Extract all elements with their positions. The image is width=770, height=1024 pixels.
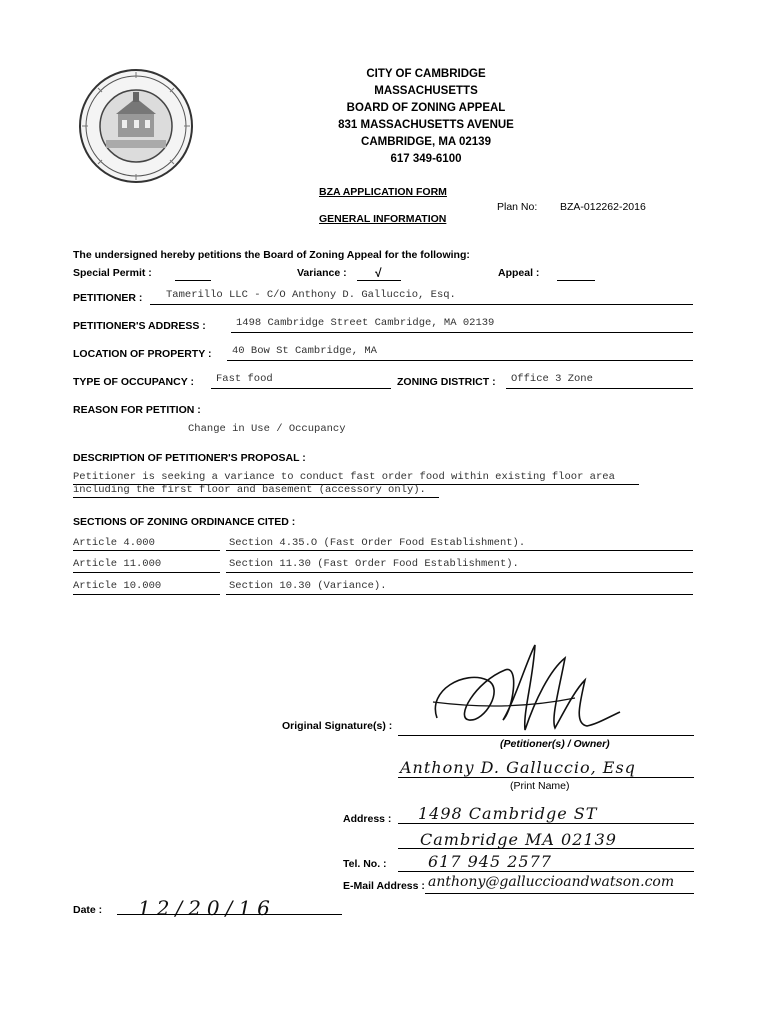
intro-text: The undersigned hereby petitions the Board of Zoning Appeal for the following: (73, 249, 470, 261)
occupancy-value: Fast food (216, 373, 273, 385)
article-row-2: Article 11.000 (73, 558, 162, 570)
section-row-2: Section 11.30 (Fast Order Food Establishment). (229, 558, 519, 570)
email-field[interactable] (425, 893, 694, 894)
petitioner-address-value: 1498 Cambridge Street Cambridge, MA 02139 (236, 317, 495, 329)
sign-address-field-1[interactable] (398, 823, 694, 824)
proposal-label: DESCRIPTION OF PETITIONER'S PROPOSAL : (73, 452, 306, 464)
header-line-state: MASSACHUSETTS (374, 85, 478, 97)
email-value: anthony@galluccioandwatson.com (428, 874, 675, 890)
variance-label: Variance : (297, 267, 347, 279)
location-label: LOCATION OF PROPERTY : (73, 348, 212, 360)
article-underline-1 (73, 550, 220, 551)
header-line-board: BOARD OF ZONING APPEAL (346, 102, 506, 114)
plan-no-value: BZA-012262-2016 (560, 201, 646, 213)
proposal-line-2: including the first floor and basement (accessory only). (73, 484, 426, 496)
section-underline-3 (226, 594, 693, 595)
signature-label: Original Signature(s) : (282, 720, 393, 732)
occupancy-label: TYPE OF OCCUPANCY : (73, 376, 194, 388)
article-row-3: Article 10.000 (73, 580, 162, 592)
sections-label: SECTIONS OF ZONING ORDINANCE CITED : (73, 516, 296, 528)
location-field[interactable] (227, 360, 693, 361)
print-name-caption: (Print Name) (510, 780, 570, 792)
appeal-field[interactable] (557, 280, 595, 281)
zoning-district-value: Office 3 Zone (511, 373, 593, 385)
tel-value: 617 945 2577 (428, 852, 552, 871)
zoning-district-label: ZONING DISTRICT : (397, 376, 496, 388)
date-value: 12/20/16 (138, 896, 276, 920)
petitioner-field[interactable] (150, 304, 693, 305)
agency-header (300, 66, 552, 168)
header-line-city-zip: CAMBRIDGE, MA 02139 (361, 136, 491, 148)
sign-address-line-1: 1498 Cambridge ST (418, 804, 598, 823)
occupancy-field[interactable] (211, 388, 391, 389)
section-underline-1 (226, 550, 693, 551)
sign-address-field-2[interactable] (398, 848, 694, 849)
form-title: BZA APPLICATION FORM (319, 186, 447, 198)
form-subtitle: GENERAL INFORMATION (319, 213, 447, 225)
article-underline-2 (73, 572, 220, 573)
proposal-underline-2 (73, 497, 439, 498)
variance-check-mark: √ (375, 266, 382, 280)
zoning-district-field[interactable] (506, 388, 693, 389)
print-name-field[interactable] (398, 777, 694, 778)
date-label: Date : (73, 904, 103, 916)
petitioner-label: PETITIONER : (73, 292, 143, 304)
article-row-1: Article 4.000 (73, 537, 155, 549)
sign-address-line-2: Cambridge MA 02139 (420, 830, 617, 849)
print-name-handwritten: Anthony D. Galluccio, Esq (400, 758, 636, 777)
article-underline-3 (73, 594, 220, 595)
tel-label: Tel. No. : (343, 858, 387, 870)
location-value: 40 Bow St Cambridge, MA (232, 345, 377, 357)
date-field[interactable] (117, 914, 342, 915)
signature-field[interactable] (398, 735, 694, 736)
signature-role-caption: (Petitioner(s) / Owner) (500, 738, 610, 750)
reason-value: Change in Use / Occupancy (188, 423, 346, 435)
reason-label: REASON FOR PETITION : (73, 404, 201, 416)
plan-no-label: Plan No: (497, 201, 538, 213)
section-row-3: Section 10.30 (Variance). (229, 580, 387, 592)
sign-address-label: Address : (343, 813, 392, 825)
special-permit-label: Special Permit : (73, 267, 152, 279)
petitioner-address-field[interactable] (231, 332, 693, 333)
header-line-street: 831 MASSACHUSETTS AVENUE (338, 119, 514, 131)
header-line-phone: 617 349-6100 (390, 153, 462, 165)
email-label: E-Mail Address : (343, 880, 425, 892)
petitioner-value: Tamerillo LLC - C/O Anthony D. Galluccio, Esq. (166, 289, 456, 301)
special-permit-field[interactable] (175, 280, 211, 281)
proposal-line-1: Petitioner is seeking a variance to conduct fast order food within existing floor area (73, 471, 615, 483)
tel-field[interactable] (398, 871, 694, 872)
city-seal-image (78, 68, 194, 184)
handwritten-signature (425, 640, 625, 740)
section-underline-2 (226, 572, 693, 573)
header-line-city: CITY OF CAMBRIDGE (366, 68, 486, 80)
appeal-label: Appeal : (498, 267, 540, 279)
petitioner-address-label: PETITIONER'S ADDRESS : (73, 320, 206, 332)
variance-field[interactable] (357, 280, 401, 281)
section-row-1: Section 4.35.O (Fast Order Food Establishment). (229, 537, 526, 549)
